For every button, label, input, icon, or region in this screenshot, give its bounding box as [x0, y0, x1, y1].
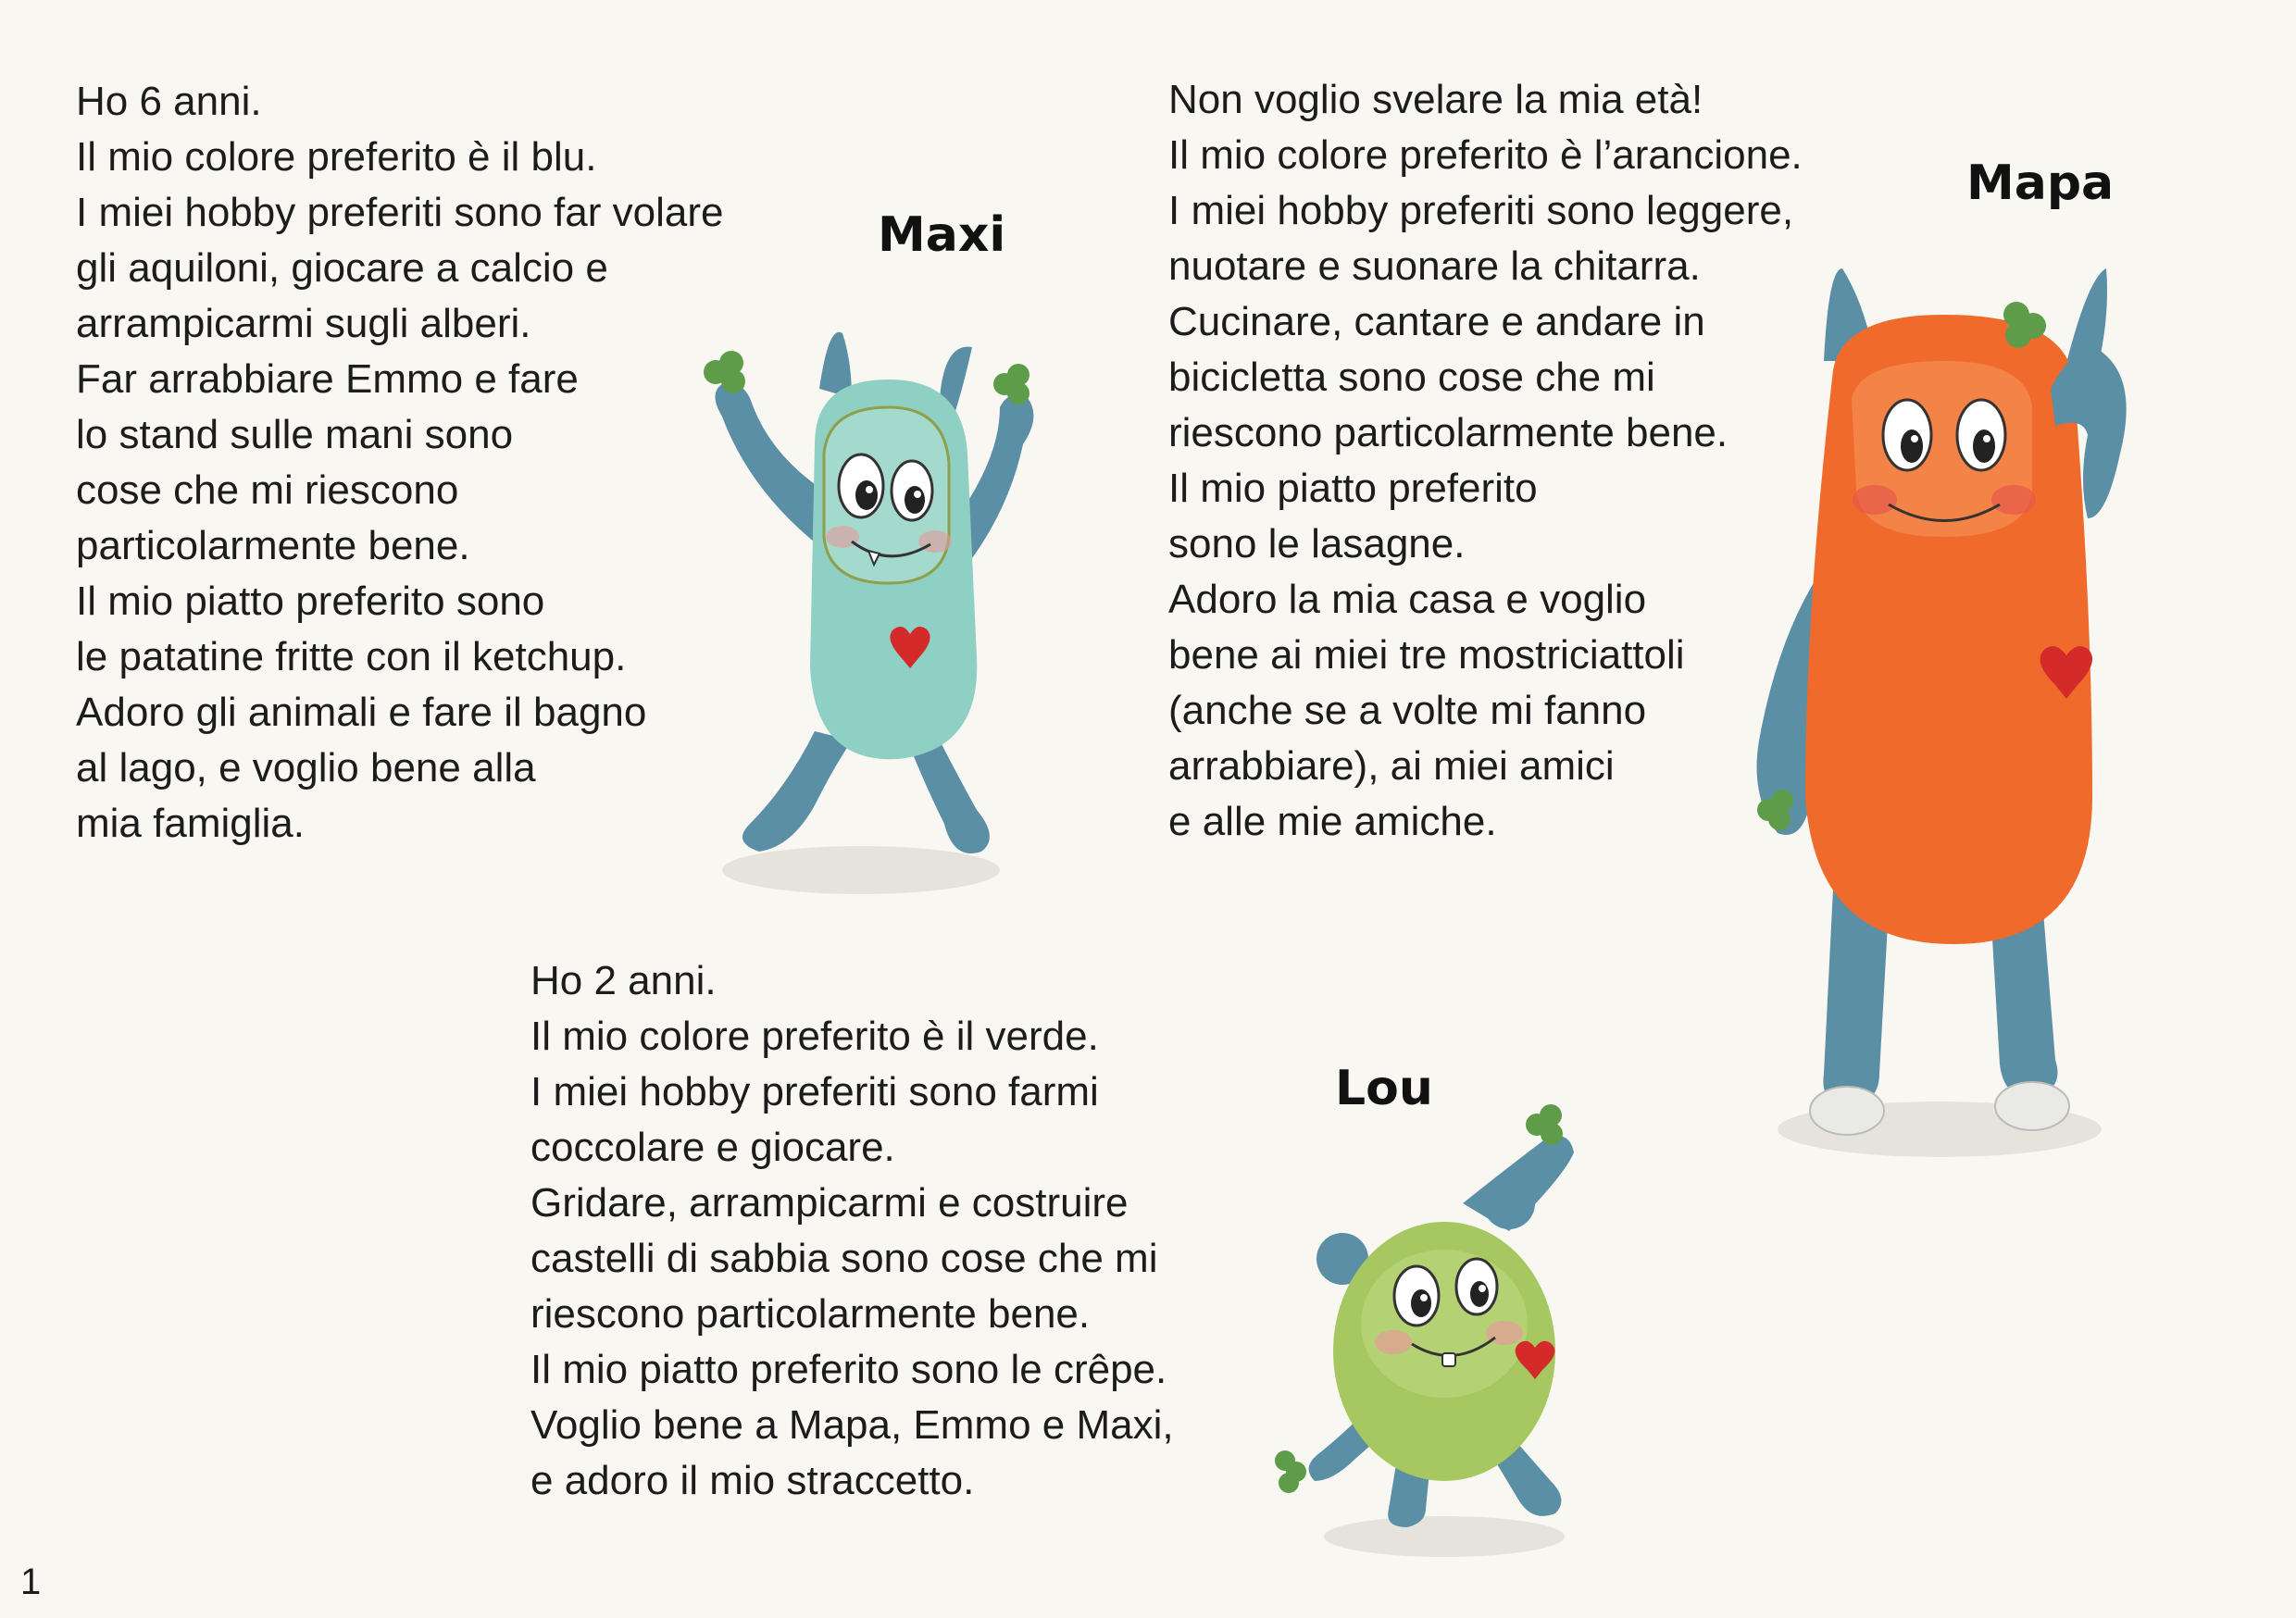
mapa-name-heading: Mapa	[1966, 156, 2115, 211]
mapa-description: Non voglio svelare la mia età! Il mio colore preferito è l’arancione. I miei hobby preferiti sono leggere, nuotare e suonare la chitarra. Cucinare, cantare e andare in bicicletta sono cose che mi riescono particolarmente bene. Il mio piatto preferito sono le lasagne. Adoro la mia casa e voglio bene ai miei tre mostriciattoli (anche se a volte mi fanno arrabbiare), ai miei amici e alle mie amiche.	[1168, 77, 1803, 844]
maxi-name-heading: Maxi	[878, 207, 1006, 263]
lou-description: Ho 2 anni. Il mio colore preferito è il verde. I miei hobby preferiti sono farmi coccolare e giocare. Gridare, arrampicarmi e costruire castelli di sabbia sono cose che mi riescono particolarmente bene. Il mio piatto preferito sono le crêpe. Voglio bene a Mapa, Emmo e Maxi, e adoro il mio straccetto.	[530, 958, 1174, 1503]
mapa-illustration	[1722, 241, 2129, 1176]
lou-illustration	[1231, 1101, 1657, 1564]
maxi-description: Ho 6 anni. Il mio colore preferito è il blu. I miei hobby preferiti sono far volare gli aquiloni, giocare a calcio e arrampicarmi sugli alberi. Far arrabbiare Emmo e fare lo stand sulle mani sono cose che mi riescono particolarmente bene. Il mio piatto preferito sono le patatine fritte con il ketchup. Adoro gli animali e fare il bagno al lago, e voglio bene alla mia famiglia.	[76, 79, 724, 846]
maxi-illustration	[630, 305, 1055, 935]
page-number: 1	[20, 1562, 42, 1602]
lou-name-heading: Lou	[1335, 1061, 1433, 1116]
